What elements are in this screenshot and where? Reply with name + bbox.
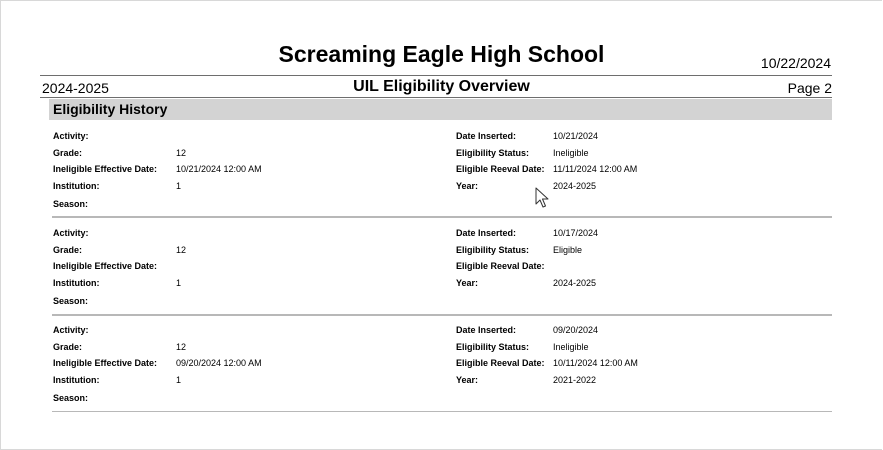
eligibility-record <box>49 224 832 321</box>
institution-label: Institution: <box>53 375 100 385</box>
date-inserted-value: 10/21/2024 <box>553 131 599 141</box>
year-value: 2024-2025 <box>553 181 597 191</box>
eligibility-status-label: Eligibility Status: <box>456 148 530 158</box>
year-label: Year: <box>456 375 479 385</box>
institution-value: 1 <box>176 278 182 288</box>
eligibility-status-value: Ineligible <box>553 148 589 158</box>
record-separator <box>52 411 832 412</box>
record-separator <box>52 314 832 316</box>
year-value: 2024-2025 <box>553 278 597 288</box>
school-year: 2024-2025 <box>42 80 109 96</box>
date-inserted-value: 09/20/2024 <box>553 325 599 335</box>
year-label: Year: <box>456 181 479 191</box>
institution-value: 1 <box>176 181 182 191</box>
institution-label: Institution: <box>53 278 100 288</box>
season-label: Season: <box>53 296 89 306</box>
grade-value: 12 <box>176 245 187 255</box>
eligibility-record <box>49 321 832 418</box>
grade-label: Grade: <box>53 342 83 352</box>
ineligible-effective-date-value: 09/20/2024 12:00 AM <box>176 358 262 368</box>
grade-value: 12 <box>176 342 187 352</box>
grade-label: Grade: <box>53 245 83 255</box>
grade-value: 12 <box>176 148 187 158</box>
activity-label: Activity: <box>53 131 89 141</box>
date-inserted-label: Date Inserted: <box>456 325 517 335</box>
eligibility-history-header <box>49 99 832 120</box>
eligibility-record <box>49 127 832 224</box>
section-title: Eligibility History <box>53 101 168 117</box>
grade-label: Grade: <box>53 148 83 158</box>
season-label: Season: <box>53 393 89 403</box>
school-name: Screaming Eagle High School <box>278 41 605 67</box>
header-rule-top <box>40 75 832 76</box>
season-label: Season: <box>53 199 89 209</box>
record-separator <box>52 216 832 218</box>
page-number: Page 2 <box>787 80 832 96</box>
eligibility-status-label: Eligibility Status: <box>456 245 530 255</box>
report-title: UIL Eligibility Overview <box>353 78 530 95</box>
mouse-pointer-icon <box>535 187 549 209</box>
eligible-reeval-date-value: 10/11/2024 12:00 AM <box>553 358 638 368</box>
institution-label: Institution: <box>53 181 100 191</box>
date-inserted-label: Date Inserted: <box>456 228 517 238</box>
ineligible-effective-date-label: Ineligible Effective Date: <box>53 358 158 368</box>
eligibility-status-value: Ineligible <box>553 342 589 352</box>
eligible-reeval-date-label: Eligible Reeval Date: <box>456 261 545 271</box>
year-label: Year: <box>456 278 479 288</box>
header-rule-bottom <box>40 97 832 98</box>
ineligible-effective-date-label: Ineligible Effective Date: <box>53 164 158 174</box>
eligible-reeval-date-label: Eligible Reeval Date: <box>456 358 545 368</box>
institution-value: 1 <box>176 375 182 385</box>
ineligible-effective-date-label: Ineligible Effective Date: <box>53 261 158 271</box>
eligibility-status-label: Eligibility Status: <box>456 342 530 352</box>
date-inserted-value: 10/17/2024 <box>553 228 599 238</box>
eligible-reeval-date-value: 11/11/2024 12:00 AM <box>553 164 638 174</box>
eligible-reeval-date-label: Eligible Reeval Date: <box>456 164 545 174</box>
activity-label: Activity: <box>53 325 89 335</box>
eligibility-status-value: Eligible <box>553 245 583 255</box>
report-date: 10/22/2024 <box>760 55 831 71</box>
ineligible-effective-date-value: 10/21/2024 12:00 AM <box>176 164 262 174</box>
date-inserted-label: Date Inserted: <box>456 131 517 141</box>
year-value: 2021-2022 <box>553 375 597 385</box>
activity-label: Activity: <box>53 228 89 238</box>
